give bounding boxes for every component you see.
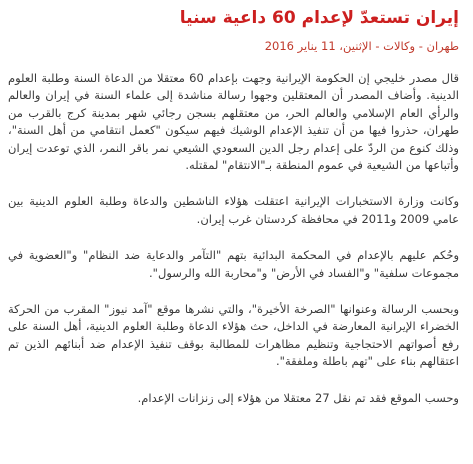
article-dateline bbox=[8, 38, 459, 54]
article-paragraph: وحسب الموقع فقد تم نقل 27 معتقلا من هؤلاء إلى زنزانات الإعدام. bbox=[137, 390, 459, 405]
dateline-date: الإثنين، 11 يناير 2016 bbox=[264, 39, 372, 53]
dateline-city: طهران bbox=[426, 39, 459, 53]
article-paragraph: وكانت وزارة الاستخبارات الإيرانية اعتقلت هؤلاء الناشطين والدعاة وطلبة العلوم الدينية بين عامي 2009 و2011 في محافظة كردستان غرب إيران. bbox=[8, 194, 459, 226]
dateline-separator: - bbox=[371, 39, 380, 53]
article-headline: إيران تستعدّ لإعدام 60 داعية سنيا bbox=[179, 8, 459, 28]
dateline-separator: - bbox=[415, 39, 423, 53]
dateline-source: وكالات bbox=[383, 39, 416, 53]
article-body bbox=[8, 70, 459, 407]
article-paragraph: وحُكم عليهم بالإعدام في المحكمة البدائية بتهم "التآمر والدعاية ضد النظام" و"العضوية في مجموعات سلفية" و"الفساد في الأرض" و"محاربة الله والرسول". bbox=[8, 248, 459, 280]
article-paragraph: قال مصدر خليجي إن الحكومة الإيرانية وجهت بإعدام 60 معتقلا من الدعاة السنة وطلبة العلوم الدينية. وأضاف المصدر أن المعتقلين وجهوا رسالة مناشدة إلى علماء السنة في إيران والعالم والرأي العام الإسلامي والعالم الحر، من معتقلهم بسجن رجائي شهر بمدينة كرج بالقرب من طهران، حذروا فيها من أن تنفيذ الإعدام الوشيك فيهم سيكون "كعمل انتقامي من أهل السنة"، وذلك كنوع من الردّ على إعدام رجل الدين السعودي الشيعي نمر باقر النمر، الذي توعدت إيران وأتباعها من الشيعية في عموم المنطقة بـ"الانتقام" لمقتله. bbox=[8, 71, 459, 173]
article-paragraph: وبحسب الرسالة وعنوانها "الصرخة الأخيرة"، والتي نشرها موقع "آمد نيوز" المقرب من الحركة الخضراء الإيرانية المعارضة في الداخل، حث هؤلاء الدعاة وطلبة العلوم الدينية، أهل السنة على رفع أصواتهم الاحتجاجية وتنظيم مظاهرات للمطالبة بوقف تنفيذ الإعدام ضد أبنائهم الذين تم اعتقالهم بناء على "تهم باطلة وملفقة". bbox=[8, 302, 459, 369]
